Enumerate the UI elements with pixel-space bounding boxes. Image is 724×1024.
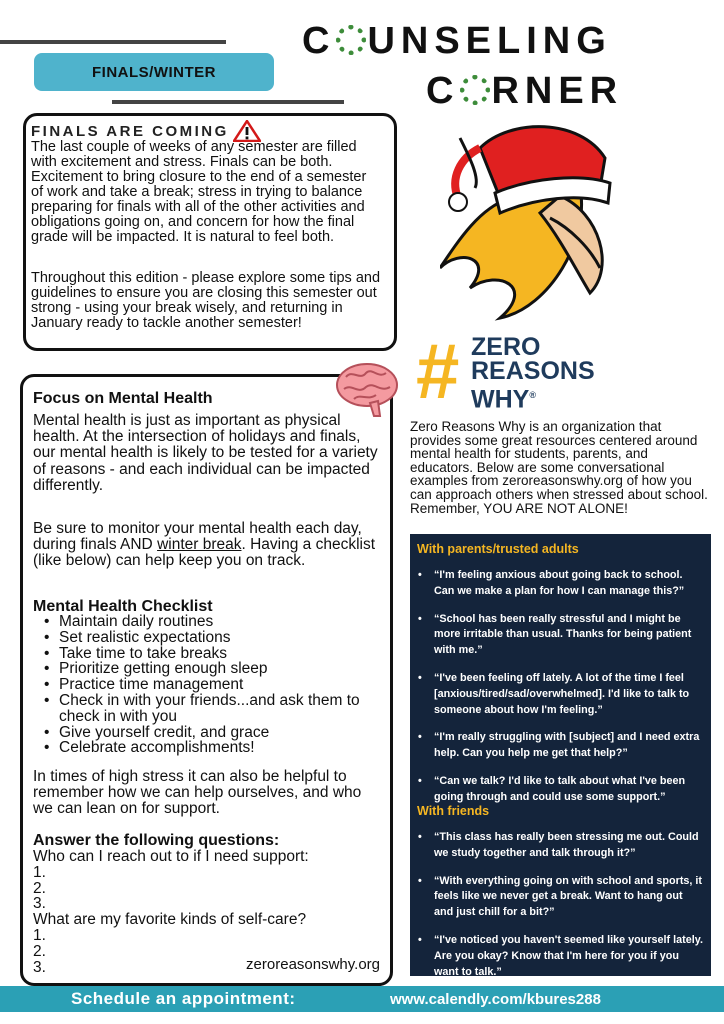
registered-mark: ® xyxy=(529,390,536,400)
source-url[interactable]: zeroreasonswhy.org xyxy=(246,956,380,973)
checklist-item: • Practice time management xyxy=(59,677,379,693)
finals-paragraph-2: Throughout this edition - please explore some tips and guidelines to ensure you are closing this semester out strong - using your break wisely, and returning in January ready to tackle another semester! xyxy=(31,270,381,331)
title-letter: C xyxy=(426,70,460,112)
answer-line: 1. xyxy=(33,926,46,944)
parents-heading: With parents/trusted adults xyxy=(417,542,579,556)
page-title-line2 xyxy=(426,72,623,110)
title-letter: C xyxy=(302,20,336,62)
hashtag-icon: # xyxy=(416,327,460,415)
wreath-icon xyxy=(336,25,366,55)
friends-heading: With friends xyxy=(417,804,490,818)
mental-health-checklist xyxy=(59,614,379,756)
header-rule-bottom xyxy=(112,100,344,104)
mental-health-paragraph-1: Mental health is just as important as physical health. At the intersection of holidays and finals, our mental health is likely to be tested for a variety of reasons - and each individual can be impacted differently. xyxy=(33,412,378,494)
answer-line: 2. xyxy=(33,942,46,960)
conversation-item: • “I've been feeling off lately. A lot of the time I feel [anxious/tired/sad/overwhelmed]. I'd like to talk to someone about how I'm feeling.” xyxy=(434,671,704,718)
calendly-link[interactable]: www.calendly.com/kbures288 xyxy=(390,990,601,1008)
zero-reasons-why-logo xyxy=(416,327,626,415)
footer-bar xyxy=(0,986,724,1012)
question-1: Who can I reach out to if I need support: xyxy=(33,848,309,865)
para2-text: Be sure to monitor your mental health each day, during finals AND xyxy=(33,520,362,554)
conversation-item: • “I've noticed you haven't seemed like yourself lately. Are you okay? Know that I'm here for you if you want to talk.” xyxy=(434,933,704,980)
zrw-description: Zero Reasons Why is an organization that provides some great resources centered around mental health for students, parents, and educators. Below are some conversational examples from zeroreasonswhy.org of how you can approach others when stressed about school. Remember, YOU ARE NOT ALONE! xyxy=(410,419,708,516)
mental-health-paragraph-3: In times of high stress it can also be helpful to remember how we can help ourselves, and who we can lean on for support. xyxy=(33,768,362,818)
finals-paragraph-1: The last couple of weeks of any semester are filled with excitement and stress. Finals can be both. Excitement to bring closure to the end of a semester of work and take a break; stress in trying to balance preparing for finals with all of the other activities and obligations going on, and concern for how the final grade will be impacted. It is natural to feel both. xyxy=(31,139,367,245)
questions-heading: Answer the following questions: xyxy=(33,832,280,849)
friends-list xyxy=(434,830,704,980)
conversation-item: • “I'm feeling anxious about going back to school. Can we make a plan for how I can manage this?” xyxy=(434,568,704,600)
checklist-item: • Set realistic expectations xyxy=(59,630,379,646)
schedule-appointment-label: Schedule an appointment: xyxy=(71,989,296,1008)
viking-santa-illustration xyxy=(440,118,640,323)
logo-line: REASONS xyxy=(471,357,595,385)
answer-line: 2. xyxy=(33,879,46,897)
page-title-line1 xyxy=(302,22,612,60)
checklist-item: • Check in with your friends...and ask them to check in with you xyxy=(59,693,379,725)
brain-icon xyxy=(334,361,400,417)
conversation-item: • “This class has really been stressing me out. Could we study together and talk through it?” xyxy=(434,830,704,862)
wreath-icon xyxy=(460,75,490,105)
mental-health-paragraph-2 xyxy=(33,521,385,570)
zrw-logo-text xyxy=(471,333,595,414)
parents-list xyxy=(434,568,704,806)
checklist-item: • Give yourself credit, and grace xyxy=(59,725,379,741)
checklist-item: • Celebrate accomplishments! xyxy=(59,740,379,756)
conversation-item: • “School has been really stressful and I might be more irritable than usual. Thanks for being patient with me.” xyxy=(434,612,704,659)
section-tag: FINALS/WINTER xyxy=(34,53,274,91)
finals-heading-text: FINALS ARE COMING xyxy=(31,122,229,140)
checklist-heading: Mental Health Checklist xyxy=(33,598,213,615)
checklist-item: • Maintain daily routines xyxy=(59,614,379,630)
mental-health-heading: Focus on Mental Health xyxy=(33,390,213,407)
checklist-item: • Prioritize getting enough sleep xyxy=(59,661,379,677)
checklist-item: • Take time to take breaks xyxy=(59,646,379,662)
title-rest: RNER xyxy=(491,70,624,112)
answer-line: 3. xyxy=(33,895,46,913)
logo-line xyxy=(471,383,595,414)
conversation-item: • “Can we talk? I'd like to talk about what I've been going through and could use some support.” xyxy=(434,774,704,806)
logo-word: WHY xyxy=(471,385,530,414)
answer-line: 3. xyxy=(33,958,46,976)
logo-line: ZERO xyxy=(471,333,541,361)
conversation-examples-panel xyxy=(410,534,711,976)
title-rest: UNSELING xyxy=(367,20,612,62)
answer-line: 1. xyxy=(33,863,46,881)
conversation-item: • “I'm really struggling with [subject] and I need extra help. Can you help me get that help?” xyxy=(434,730,704,762)
question-2: What are my favorite kinds of self-care? xyxy=(33,911,307,929)
winter-break-link[interactable]: winter break xyxy=(157,536,242,554)
conversation-item: • “With everything going on with school and sports, it feels like we never get a break. Want to hang out and just chill for a bit?” xyxy=(434,874,704,921)
header-rule-top xyxy=(0,40,226,44)
para2-text: . Having a checklist (like below) can help keep you on track. xyxy=(33,536,376,570)
